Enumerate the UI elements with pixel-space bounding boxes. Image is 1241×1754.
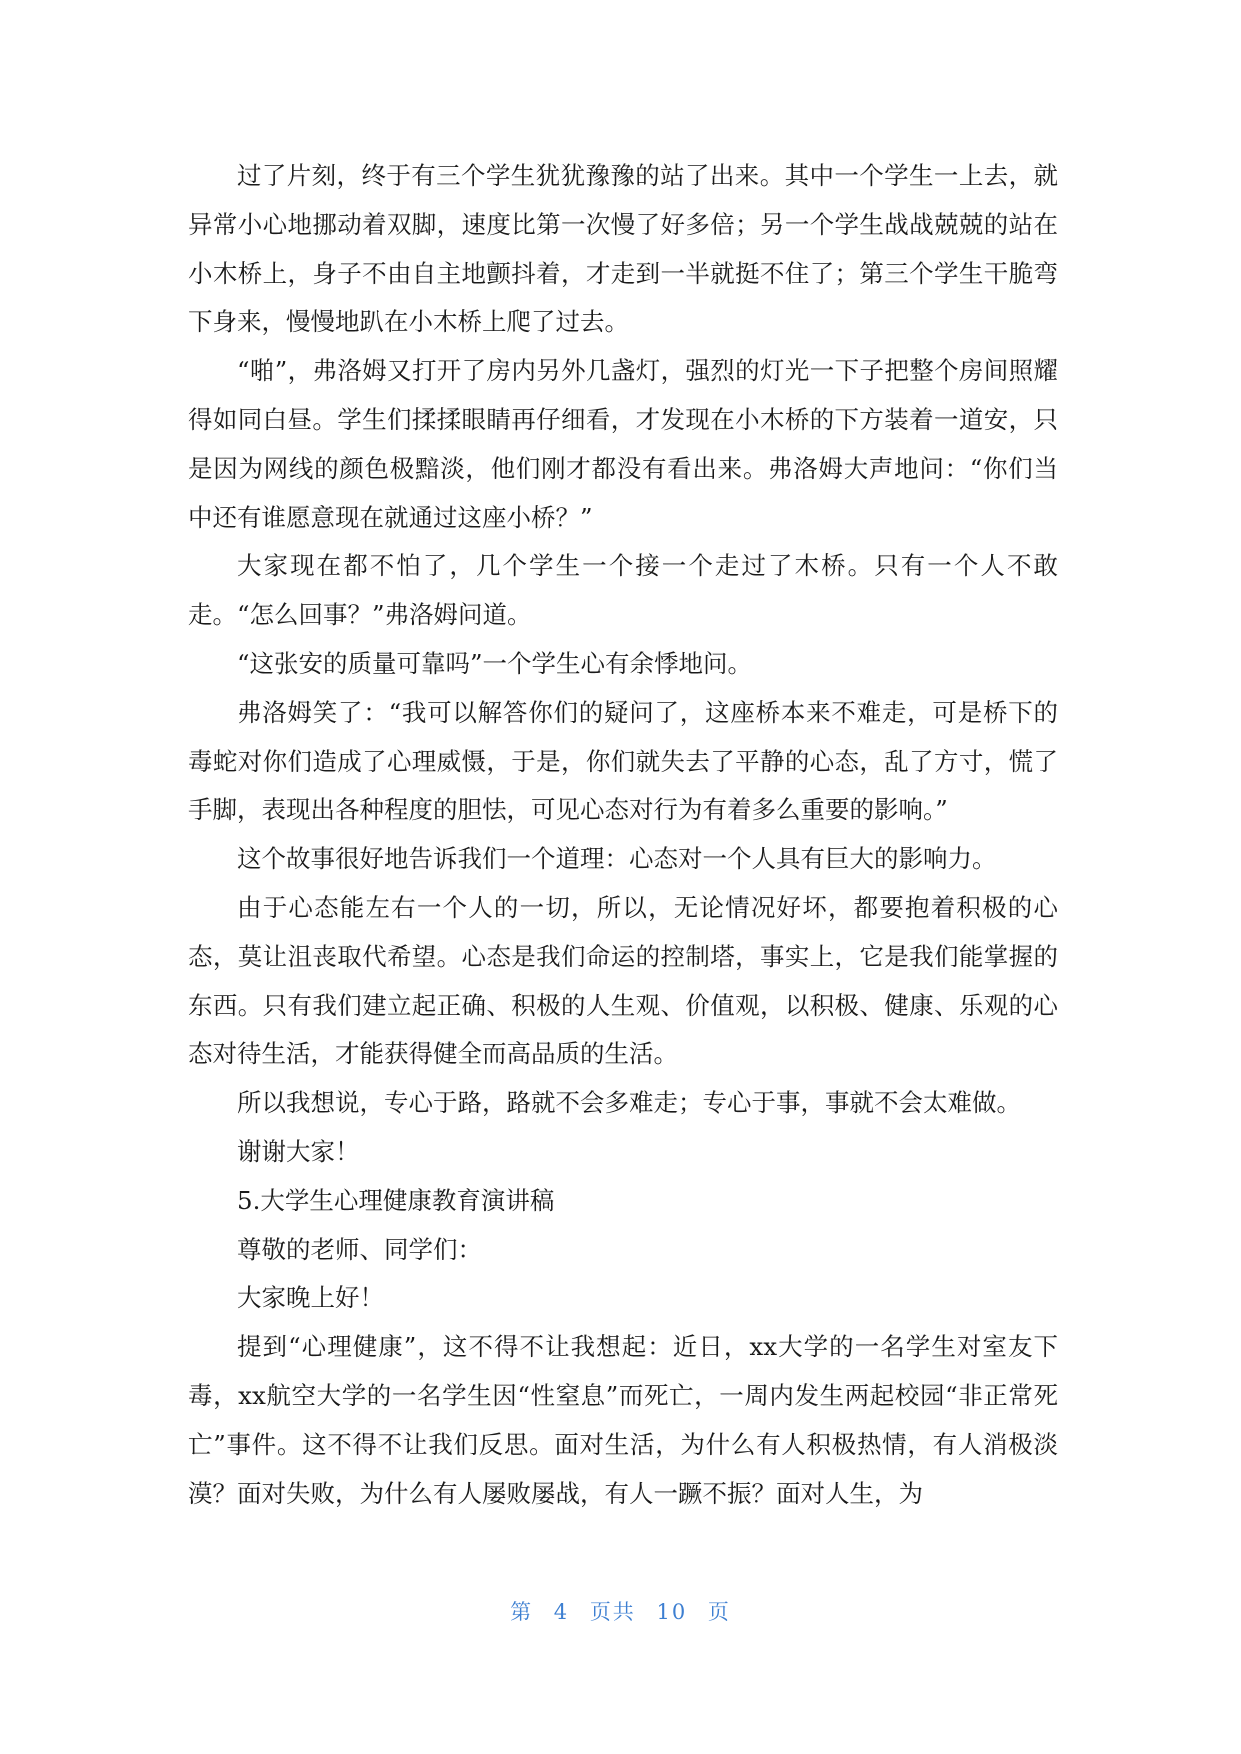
paragraph: 由于心态能左右一个人的一切，所以，无论情况好坏，都要抱着积极的心态，莫让沮丧取代希望。心态是我们命运的控制塔，事实上，它是我们能掌握的东西。只有我们建立起正确、积极的人生观、价值观，以积极、健康、乐观的心态对待生活，才能获得健全而高品质的生活。 — [188, 892, 1058, 1069]
section-heading: 5.大学生心理健康教育演讲稿 — [237, 1185, 555, 1215]
body-text — [188, 152, 1058, 1518]
paragraph: 所以我想说，专心于路，路就不会多难走；专心于事，事就不会太难做。 — [237, 1088, 1021, 1118]
footer-current-page: 4 — [553, 1600, 570, 1624]
paragraph: 过了片刻，终于有三个学生犹犹豫豫的站了出来。其中一个学生一上去，就异常小心地挪动着双脚，速度比第一次慢了好多倍；另一个学生战战兢兢的站在小木桥上，身子不由自主地颤抖着，才走到一半就挺不住了；第三个学生干脆弯下身来，慢慢地趴在小木桥上爬了过去。 — [188, 161, 1058, 337]
footer-middle: 页共 — [589, 1600, 636, 1624]
page-footer — [0, 1596, 1241, 1626]
paragraph: “这张安的质量可靠吗”一个学生心有余悸地问。 — [237, 648, 753, 678]
paragraph: 谢谢大家！ — [237, 1136, 360, 1166]
paragraph: 大家现在都不怕了，几个学生一个接一个走过了木桥。只有一个人不敢走。“怎么回事？”弗洛姆问道。 — [188, 551, 1058, 630]
paragraph: 这个故事很好地告诉我们一个道理：心态对一个人具有巨大的影响力。 — [237, 844, 997, 874]
paragraph: 提到“心理健康”，这不得不让我想起：近日，xx大学的一名学生对室友下毒，xx航空大学的一名学生因“性窒息”而死亡，一周内发生两起校园“非正常死亡”事件。这不得不让我们反思。面对生活，为什么有人积极热情，有人消极淡漠？面对失败，为什么有人屡败屡战，有人一蹶不振？面对人生，为 — [188, 1332, 1058, 1508]
paragraph: 尊敬的老师、同学们： — [237, 1234, 482, 1264]
paragraph: 大家晚上好！ — [237, 1283, 384, 1313]
footer-suffix: 页 — [707, 1600, 731, 1624]
paragraph: “啪”，弗洛姆又打开了房内另外几盏灯，强烈的灯光一下子把整个房间照耀得如同白昼。学生们揉揉眼睛再仔细看，才发现在小木桥的下方装着一道安，只是因为网线的颜色极黯淡，他们刚才都没有看出来。弗洛姆大声地问：“你们当中还有谁愿意现在就通过这座小桥？” — [188, 356, 1058, 532]
footer-total-pages: 10 — [656, 1600, 688, 1624]
footer-prefix: 第 — [510, 1600, 534, 1624]
paragraph: 弗洛姆笑了：“我可以解答你们的疑问了，这座桥本来不难走，可是桥下的毒蛇对你们造成了心理威慑，于是，你们就失去了平静的心态，乱了方寸，慌了手脚，表现出各种程度的胆怯，可见心态对行为有着多么重要的影响。” — [188, 697, 1058, 825]
